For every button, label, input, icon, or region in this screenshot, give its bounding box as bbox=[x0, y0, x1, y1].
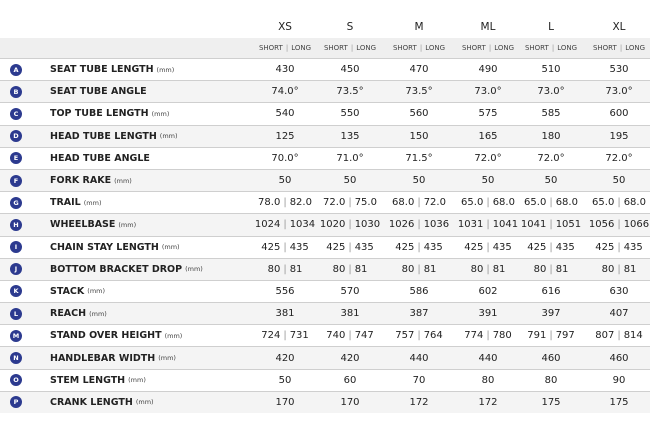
value-cell: 50 bbox=[544, 175, 558, 187]
long-value: 1066 bbox=[623, 219, 650, 231]
value-cell: 125 bbox=[275, 130, 295, 142]
size-header-m: M bbox=[414, 21, 424, 33]
value-cell: 530 bbox=[609, 64, 629, 76]
value-separator: | bbox=[617, 241, 621, 253]
measurement-unit: (mm) bbox=[185, 265, 203, 274]
value-cell bbox=[389, 325, 449, 346]
value-cell bbox=[521, 259, 581, 280]
measurement-name: HANDLEBAR WIDTH bbox=[50, 352, 156, 364]
measurement-unit: (mm) bbox=[161, 243, 180, 252]
short-value: 757 bbox=[395, 330, 415, 342]
short-long-label bbox=[589, 38, 649, 58]
value-cell bbox=[589, 237, 649, 258]
long-value: 72.0 bbox=[423, 197, 446, 209]
long-label: LONG bbox=[356, 44, 377, 52]
value-separator: | bbox=[549, 263, 553, 275]
value-cell bbox=[589, 259, 649, 280]
table-row bbox=[0, 191, 650, 213]
row-letter-badge: D bbox=[10, 130, 22, 142]
value-cell bbox=[458, 259, 518, 280]
long-value: 1030 bbox=[354, 219, 381, 231]
long-value: 82.0 bbox=[289, 197, 312, 209]
size-header-row bbox=[0, 16, 650, 38]
measurement-name: BOTTOM BRACKET DROP bbox=[50, 263, 183, 275]
value-cell: 50 bbox=[343, 175, 357, 187]
value-cell: 71.5° bbox=[405, 152, 433, 164]
value-cell bbox=[320, 237, 380, 258]
value-cell: 50 bbox=[278, 175, 292, 187]
value-cell: 397 bbox=[541, 308, 561, 320]
row-label bbox=[50, 170, 132, 191]
value-cell: 602 bbox=[478, 285, 498, 297]
long-value: 747 bbox=[354, 330, 374, 342]
short-value: 1024 bbox=[254, 219, 281, 231]
value-separator: | bbox=[486, 197, 490, 209]
value-separator: | bbox=[283, 197, 287, 209]
value-cell: 420 bbox=[340, 352, 360, 364]
measurement-unit: (mm) bbox=[159, 132, 178, 141]
value-cell bbox=[589, 325, 649, 346]
measurement-name: FORK RAKE bbox=[50, 175, 112, 187]
short-value: 425 bbox=[326, 241, 346, 253]
value-separator: | bbox=[617, 197, 621, 209]
short-value: 65.0 bbox=[524, 197, 547, 209]
short-value: 68.0 bbox=[392, 197, 415, 209]
value-cell: 73.0° bbox=[474, 86, 502, 98]
row-letter-badge: A bbox=[10, 64, 22, 76]
short-long-label bbox=[521, 38, 581, 58]
value-separator: | bbox=[417, 241, 421, 253]
short-value: 774 bbox=[464, 330, 484, 342]
short-value: 425 bbox=[395, 241, 415, 253]
value-cell: 585 bbox=[541, 108, 561, 120]
value-separator: | bbox=[348, 219, 352, 231]
long-value: 81 bbox=[555, 263, 569, 275]
value-separator: | bbox=[417, 219, 421, 231]
short-value: 80 bbox=[401, 263, 415, 275]
row-label bbox=[50, 237, 180, 258]
value-cell bbox=[589, 214, 649, 235]
short-long-label bbox=[255, 38, 315, 58]
value-separator: | bbox=[283, 330, 287, 342]
measurement-name: TOP TUBE LENGTH bbox=[50, 108, 149, 120]
row-letter-badge: P bbox=[10, 396, 22, 408]
value-cell: 50 bbox=[412, 175, 426, 187]
value-cell bbox=[389, 259, 449, 280]
short-label: SHORT bbox=[592, 44, 617, 52]
long-value: 435 bbox=[492, 241, 512, 253]
measurement-unit: (mm) bbox=[89, 309, 107, 318]
value-separator: | bbox=[417, 197, 421, 209]
value-cell: 460 bbox=[609, 352, 629, 364]
size-header-ml: ML bbox=[480, 21, 496, 33]
measurement-unit: (mm) bbox=[128, 376, 146, 385]
value-cell: 50 bbox=[612, 175, 626, 187]
row-letter-badge: B bbox=[10, 86, 22, 98]
long-value: 814 bbox=[623, 330, 643, 342]
value-cell bbox=[521, 237, 581, 258]
value-cell: 71.0° bbox=[336, 152, 364, 164]
value-cell: 172 bbox=[409, 396, 429, 408]
value-cell: 550 bbox=[340, 108, 360, 120]
row-letter-badge: F bbox=[10, 175, 22, 187]
value-cell: 150 bbox=[409, 130, 429, 142]
long-value: 435 bbox=[289, 241, 309, 253]
value-separator: | bbox=[617, 219, 621, 231]
short-value: 80 bbox=[533, 263, 547, 275]
value-cell: 180 bbox=[541, 130, 561, 142]
long-value: 1034 bbox=[289, 219, 316, 231]
table-row bbox=[0, 236, 650, 258]
short-value: 425 bbox=[261, 241, 281, 253]
value-cell: 510 bbox=[541, 64, 561, 76]
short-value: 724 bbox=[261, 330, 281, 342]
value-cell bbox=[589, 192, 649, 213]
table-row bbox=[0, 147, 650, 169]
value-separator: | bbox=[549, 197, 553, 209]
value-cell: 570 bbox=[340, 285, 360, 297]
short-value: 791 bbox=[527, 330, 547, 342]
value-cell: 70 bbox=[412, 374, 426, 386]
long-value: 68.0 bbox=[555, 197, 578, 209]
row-letter-badge: M bbox=[10, 330, 22, 342]
measurement-unit: (mm) bbox=[156, 65, 175, 74]
measurement-name: TRAIL bbox=[50, 197, 81, 209]
value-cell: 73.0° bbox=[537, 86, 565, 98]
value-cell: 600 bbox=[609, 108, 629, 120]
row-letter-badge: K bbox=[10, 285, 22, 297]
row-label bbox=[50, 259, 203, 280]
short-value: 1020 bbox=[319, 219, 346, 231]
value-cell: 470 bbox=[409, 64, 429, 76]
table-row bbox=[0, 280, 650, 302]
long-label: LONG bbox=[625, 44, 646, 52]
row-label bbox=[50, 392, 154, 413]
short-long-header-row bbox=[0, 38, 650, 58]
value-separator: | bbox=[283, 263, 287, 275]
value-cell: 387 bbox=[409, 308, 429, 320]
long-value: 68.0 bbox=[492, 197, 515, 209]
long-value: 81 bbox=[623, 263, 637, 275]
short-value: 80 bbox=[267, 263, 281, 275]
measurement-unit: (mm) bbox=[118, 220, 137, 229]
table-row bbox=[0, 258, 650, 280]
value-cell bbox=[255, 259, 315, 280]
value-cell: 72.0° bbox=[537, 152, 565, 164]
long-value: 1051 bbox=[555, 219, 582, 231]
value-cell: 630 bbox=[609, 285, 629, 297]
row-letter-badge: O bbox=[10, 374, 22, 386]
value-cell bbox=[521, 325, 581, 346]
size-header-s: S bbox=[346, 21, 354, 33]
short-long-separator: | bbox=[619, 44, 623, 52]
measurement-name: STACK bbox=[50, 285, 85, 297]
table-row bbox=[0, 302, 650, 324]
value-cell: 460 bbox=[541, 352, 561, 364]
long-value: 1036 bbox=[423, 219, 450, 231]
short-long-separator: | bbox=[285, 44, 289, 52]
value-cell bbox=[389, 237, 449, 258]
row-letter-badge: C bbox=[10, 108, 22, 120]
measurement-name: WHEELBASE bbox=[50, 219, 116, 231]
value-cell: 381 bbox=[275, 308, 295, 320]
value-cell: 175 bbox=[609, 396, 629, 408]
row-letter-badge: L bbox=[10, 308, 22, 320]
value-separator: | bbox=[417, 263, 421, 275]
row-label bbox=[50, 214, 136, 235]
short-value: 1056 bbox=[588, 219, 615, 231]
measurement-name: STEM LENGTH bbox=[50, 374, 126, 386]
value-cell: 560 bbox=[409, 108, 429, 120]
value-cell bbox=[320, 214, 380, 235]
value-separator: | bbox=[486, 330, 490, 342]
short-label: SHORT bbox=[258, 44, 283, 52]
long-value: 81 bbox=[492, 263, 506, 275]
short-value: 72.0 bbox=[323, 197, 346, 209]
value-cell: 72.0° bbox=[605, 152, 633, 164]
value-cell bbox=[458, 237, 518, 258]
value-separator: | bbox=[549, 330, 553, 342]
measurement-unit: (mm) bbox=[164, 331, 183, 340]
table-row bbox=[0, 391, 650, 413]
row-letter-badge: H bbox=[10, 219, 22, 231]
value-separator: | bbox=[549, 241, 553, 253]
long-value: 780 bbox=[492, 330, 512, 342]
value-cell: 70.0° bbox=[271, 152, 299, 164]
size-header-xl: XL bbox=[612, 21, 626, 33]
long-value: 81 bbox=[354, 263, 368, 275]
size-header-xs: XS bbox=[278, 21, 292, 33]
long-label: LONG bbox=[425, 44, 446, 52]
long-value: 435 bbox=[623, 241, 643, 253]
value-separator: | bbox=[283, 219, 287, 231]
table-row bbox=[0, 213, 650, 235]
value-cell: 73.0° bbox=[605, 86, 633, 98]
short-value: 425 bbox=[464, 241, 484, 253]
row-letter-badge: N bbox=[10, 352, 22, 364]
table-row bbox=[0, 369, 650, 391]
geometry-table-body bbox=[0, 58, 650, 413]
long-value: 797 bbox=[555, 330, 575, 342]
table-row bbox=[0, 125, 650, 147]
value-cell: 450 bbox=[340, 64, 360, 76]
value-cell: 50 bbox=[481, 175, 495, 187]
row-letter-badge: E bbox=[10, 152, 22, 164]
short-label: SHORT bbox=[461, 44, 486, 52]
row-label bbox=[50, 81, 147, 102]
measurement-name: REACH bbox=[50, 308, 87, 320]
row-label bbox=[50, 303, 107, 324]
short-long-separator: | bbox=[419, 44, 423, 52]
row-label bbox=[50, 148, 150, 169]
size-header-l: L bbox=[548, 21, 554, 33]
measurement-unit: (mm) bbox=[114, 176, 132, 185]
long-value: 435 bbox=[354, 241, 374, 253]
long-value: 435 bbox=[555, 241, 575, 253]
value-cell bbox=[320, 192, 380, 213]
long-label: LONG bbox=[494, 44, 515, 52]
long-value: 68.0 bbox=[623, 197, 646, 209]
short-long-separator: | bbox=[350, 44, 354, 52]
short-long-separator: | bbox=[551, 44, 555, 52]
row-label bbox=[50, 347, 176, 368]
measurement-unit: (mm) bbox=[83, 198, 102, 207]
value-cell bbox=[255, 214, 315, 235]
measurement-name: SEAT TUBE LENGTH bbox=[50, 64, 154, 76]
short-label: SHORT bbox=[323, 44, 348, 52]
long-value: 731 bbox=[289, 330, 309, 342]
short-long-label bbox=[458, 38, 518, 58]
short-value: 425 bbox=[595, 241, 615, 253]
long-value: 1041 bbox=[492, 219, 519, 231]
value-separator: | bbox=[348, 197, 352, 209]
value-cell: 407 bbox=[609, 308, 629, 320]
value-cell bbox=[255, 325, 315, 346]
row-letter-badge: G bbox=[10, 197, 22, 209]
value-cell bbox=[521, 192, 581, 213]
value-separator: | bbox=[348, 263, 352, 275]
value-cell: 575 bbox=[478, 108, 498, 120]
value-cell bbox=[458, 214, 518, 235]
long-value: 75.0 bbox=[354, 197, 377, 209]
row-label bbox=[50, 103, 169, 124]
value-cell: 90 bbox=[612, 374, 626, 386]
long-value: 81 bbox=[289, 263, 303, 275]
value-separator: | bbox=[617, 263, 621, 275]
row-label bbox=[50, 192, 102, 213]
value-cell: 430 bbox=[275, 64, 295, 76]
short-value: 1041 bbox=[520, 219, 547, 231]
value-cell bbox=[320, 259, 380, 280]
value-separator: | bbox=[417, 330, 421, 342]
short-label: SHORT bbox=[392, 44, 417, 52]
value-separator: | bbox=[617, 330, 621, 342]
measurement-unit: (mm) bbox=[135, 398, 154, 407]
row-label bbox=[50, 281, 105, 302]
short-long-separator: | bbox=[488, 44, 492, 52]
value-cell: 135 bbox=[340, 130, 360, 142]
value-cell bbox=[521, 214, 581, 235]
value-cell: 556 bbox=[275, 285, 295, 297]
long-value: 81 bbox=[423, 263, 437, 275]
row-label bbox=[50, 370, 146, 391]
value-cell: 72.0° bbox=[474, 152, 502, 164]
table-row bbox=[0, 102, 650, 124]
measurement-name: HEAD TUBE ANGLE bbox=[50, 152, 150, 164]
value-separator: | bbox=[486, 219, 490, 231]
row-label bbox=[50, 126, 178, 147]
short-value: 425 bbox=[527, 241, 547, 253]
value-cell bbox=[458, 192, 518, 213]
measurement-name: HEAD TUBE LENGTH bbox=[50, 130, 157, 142]
value-cell: 195 bbox=[609, 130, 629, 142]
value-cell bbox=[389, 214, 449, 235]
value-cell: 73.5° bbox=[405, 86, 433, 98]
table-row bbox=[0, 324, 650, 346]
value-separator: | bbox=[348, 241, 352, 253]
value-separator: | bbox=[486, 241, 490, 253]
short-value: 80 bbox=[601, 263, 615, 275]
measurement-name: CRANK LENGTH bbox=[50, 396, 133, 408]
short-value: 65.0 bbox=[592, 197, 615, 209]
short-value: 65.0 bbox=[461, 197, 484, 209]
value-separator: | bbox=[486, 263, 490, 275]
value-cell: 80 bbox=[481, 374, 495, 386]
value-cell bbox=[255, 237, 315, 258]
value-separator: | bbox=[348, 330, 352, 342]
value-cell: 73.5° bbox=[336, 86, 364, 98]
table-row bbox=[0, 80, 650, 102]
measurement-unit: (mm) bbox=[158, 354, 176, 363]
short-long-label bbox=[320, 38, 380, 58]
value-cell: 172 bbox=[478, 396, 498, 408]
value-cell: 440 bbox=[409, 352, 429, 364]
value-cell: 540 bbox=[275, 108, 295, 120]
value-cell: 60 bbox=[343, 374, 357, 386]
measurement-name: STAND OVER HEIGHT bbox=[50, 330, 162, 342]
value-cell bbox=[458, 325, 518, 346]
row-label bbox=[50, 325, 182, 346]
long-value: 435 bbox=[423, 241, 443, 253]
value-cell: 586 bbox=[409, 285, 429, 297]
measurement-unit: (mm) bbox=[87, 287, 106, 296]
short-value: 1026 bbox=[388, 219, 415, 231]
long-value: 764 bbox=[423, 330, 443, 342]
value-separator: | bbox=[549, 219, 553, 231]
row-label bbox=[50, 59, 174, 80]
short-value: 807 bbox=[595, 330, 615, 342]
short-value: 1031 bbox=[457, 219, 484, 231]
value-cell: 175 bbox=[541, 396, 561, 408]
short-label: SHORT bbox=[524, 44, 549, 52]
table-row bbox=[0, 58, 650, 80]
value-cell: 165 bbox=[478, 130, 498, 142]
value-cell bbox=[389, 192, 449, 213]
value-cell: 440 bbox=[478, 352, 498, 364]
value-separator: | bbox=[283, 241, 287, 253]
row-letter-badge: J bbox=[10, 263, 22, 275]
value-cell: 80 bbox=[544, 374, 558, 386]
table-row bbox=[0, 169, 650, 191]
value-cell bbox=[255, 192, 315, 213]
value-cell: 50 bbox=[278, 374, 292, 386]
value-cell: 170 bbox=[275, 396, 295, 408]
value-cell: 381 bbox=[340, 308, 360, 320]
value-cell: 391 bbox=[478, 308, 498, 320]
short-long-label bbox=[389, 38, 449, 58]
measurement-name: SEAT TUBE ANGLE bbox=[50, 86, 147, 98]
value-cell: 74.0° bbox=[271, 86, 299, 98]
value-cell: 616 bbox=[541, 285, 561, 297]
long-label: LONG bbox=[291, 44, 312, 52]
value-cell: 420 bbox=[275, 352, 295, 364]
measurement-unit: (mm) bbox=[151, 109, 170, 118]
short-value: 740 bbox=[326, 330, 346, 342]
short-value: 80 bbox=[332, 263, 346, 275]
table-row bbox=[0, 346, 650, 368]
value-cell: 170 bbox=[340, 396, 360, 408]
measurement-name: CHAIN STAY LENGTH bbox=[50, 241, 159, 253]
long-label: LONG bbox=[557, 44, 578, 52]
row-letter-badge: I bbox=[10, 241, 22, 253]
short-value: 78.0 bbox=[258, 197, 281, 209]
value-cell bbox=[320, 325, 380, 346]
short-value: 80 bbox=[470, 263, 484, 275]
value-cell: 490 bbox=[478, 64, 498, 76]
